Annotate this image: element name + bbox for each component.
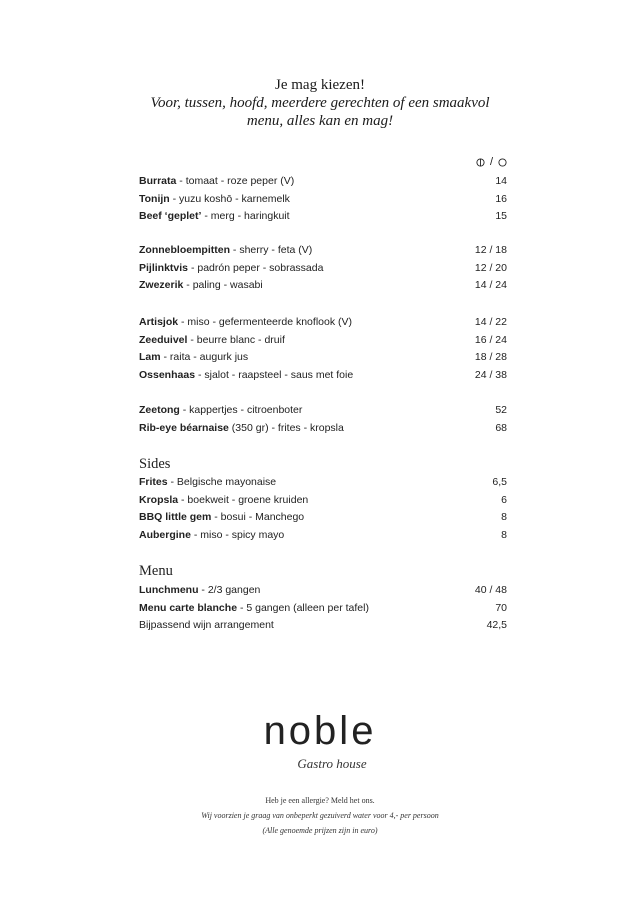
item-price: 15 [495,210,507,222]
menu-item [139,244,507,262]
item-price: 14 / 22 [474,316,507,328]
item-name: Artisjok [139,316,179,328]
dish-group-4 [139,404,507,439]
menu-item [139,334,507,352]
item-name: Frites [139,476,168,488]
item-name: Beef ‘geplet’ [139,210,202,222]
menu-item [139,193,507,211]
menu-header [0,76,640,130]
item-price: 14 [495,175,507,187]
currency-note: (Alle genoemde prijzen zijn in euro) [262,826,378,835]
half-moon-icon [476,158,485,167]
footer [0,793,640,838]
item-text [139,476,276,488]
item-description: - merg - haringkuit [201,210,290,222]
item-price: 8 [501,528,507,541]
item-price: 14 / 24 [474,279,507,291]
item-text [139,584,260,596]
item-price: 8 [501,511,507,523]
item-price: 6 [501,493,507,506]
item-description: - beurre blanc - druif [187,333,285,346]
item-text [139,369,353,381]
item-text [139,529,284,541]
item-description: - miso - spicy mayo [190,528,285,541]
menu-item [139,351,507,369]
set-menu-list [139,584,507,637]
full-circle-icon [498,158,507,167]
allergy-note: Heb je een allergie? Meld het ons. [265,796,375,805]
dish-group-3 [139,316,507,386]
menu-item [139,476,507,494]
item-text [139,279,263,291]
item-price: 42,5 [486,619,507,631]
item-price: 70 [495,601,507,614]
item-description: - 5 gangen (alleen per tafel) [237,601,369,614]
item-price: 52 [495,404,507,416]
item-text [139,175,294,187]
item-text [139,244,312,256]
item-price: 6,5 [492,476,507,488]
menu-item [139,210,507,228]
menu-title: Menu [139,563,173,579]
item-price: 68 [495,421,507,434]
item-description: - kappertjes - citroenboter [179,404,303,416]
item-name: Pijlinktvis [139,261,189,274]
item-price: 18 / 28 [474,351,507,363]
item-text [139,494,308,506]
sides-title: Sides [139,456,171,472]
item-description: - bosui - Manchego [211,511,305,523]
item-description: - paling - wasabi [183,279,263,291]
item-name: Rib-eye béarnaise [139,421,229,434]
item-text [139,619,274,631]
menu-item [139,262,507,280]
menu-item [139,175,507,193]
dish-group-1 [139,175,507,228]
item-name: Zwezerik [139,279,184,291]
item-description: - 2/3 gangen [198,584,261,596]
item-text [139,404,302,416]
item-name: Kropsla [139,493,179,506]
noble-logo [240,710,400,774]
item-price: 12 / 18 [474,244,507,256]
item-name: Zeetong [139,404,180,416]
menu-item [139,529,507,547]
item-description: Bijpassend wijn arrangement [139,619,274,631]
item-name: Aubergine [139,528,191,541]
item-description: (350 gr) - frites - kropsla [228,421,344,434]
item-name: Lam [139,351,161,363]
menu-item [139,369,507,387]
size-separator: / [489,156,493,168]
menu-item [139,494,507,512]
logo-script: Gastro house [297,756,367,771]
logo [0,710,640,779]
menu-item [139,584,507,602]
item-price: 24 / 38 [474,368,507,381]
item-price: 16 [495,192,507,205]
item-name: Burrata [139,175,177,187]
dish-group-2 [139,244,507,297]
item-description: - boekweit - groene kruiden [178,493,309,506]
item-description: - sjalot - raapsteel - saus met foie [195,368,354,381]
item-description: - miso - gefermenteerde knoflook (V) [178,316,352,328]
menu-item [139,404,507,422]
logo-word: noble [263,710,377,753]
item-description: - padrón peper - sobrassada [188,261,324,274]
portion-size-legend [460,156,507,168]
item-name: Zeeduivel [139,333,188,346]
item-text [139,193,290,205]
menu-item [139,316,507,334]
item-name: Ossenhaas [139,368,196,381]
item-description: - tomaat - roze peper (V) [176,175,295,187]
item-name: Tonijn [139,192,170,205]
item-name: Lunchmenu [139,584,199,596]
item-text [139,262,323,274]
item-price: 12 / 20 [474,261,507,274]
item-text [139,351,248,363]
sides-list [139,476,507,546]
item-text [139,422,344,434]
item-text [139,602,369,614]
page-title: Je mag kiezen! [275,77,365,93]
intro-line-1: Voor, tussen, hoofd, meerdere gerechten of een smaakvol [150,95,490,111]
item-description: - yuzu koshō - karnemelk [169,192,290,205]
item-name: Menu carte blanche [139,601,238,614]
menu-item [139,619,507,637]
item-description: - raita - augurk jus [160,351,249,363]
item-price: 40 / 48 [474,584,507,596]
item-name: Zonnebloempitten [139,244,230,256]
item-name: BBQ little gem [139,511,212,523]
menu-item [139,511,507,529]
item-text [139,210,290,222]
intro-line-2: menu, alles kan en mag! [246,113,394,129]
item-price: 16 / 24 [474,333,507,346]
item-description: - Belgische mayonaise [167,476,277,488]
menu-item [139,602,507,620]
item-description: - sherry - feta (V) [230,244,313,256]
menu-item [139,422,507,440]
item-text [139,316,352,328]
menu-item [139,279,507,297]
item-text [139,511,304,523]
water-note: Wij voorzien je graag van onbeperkt gezuiverd water voor 4,- per persoon [201,811,439,820]
item-text [139,334,285,346]
